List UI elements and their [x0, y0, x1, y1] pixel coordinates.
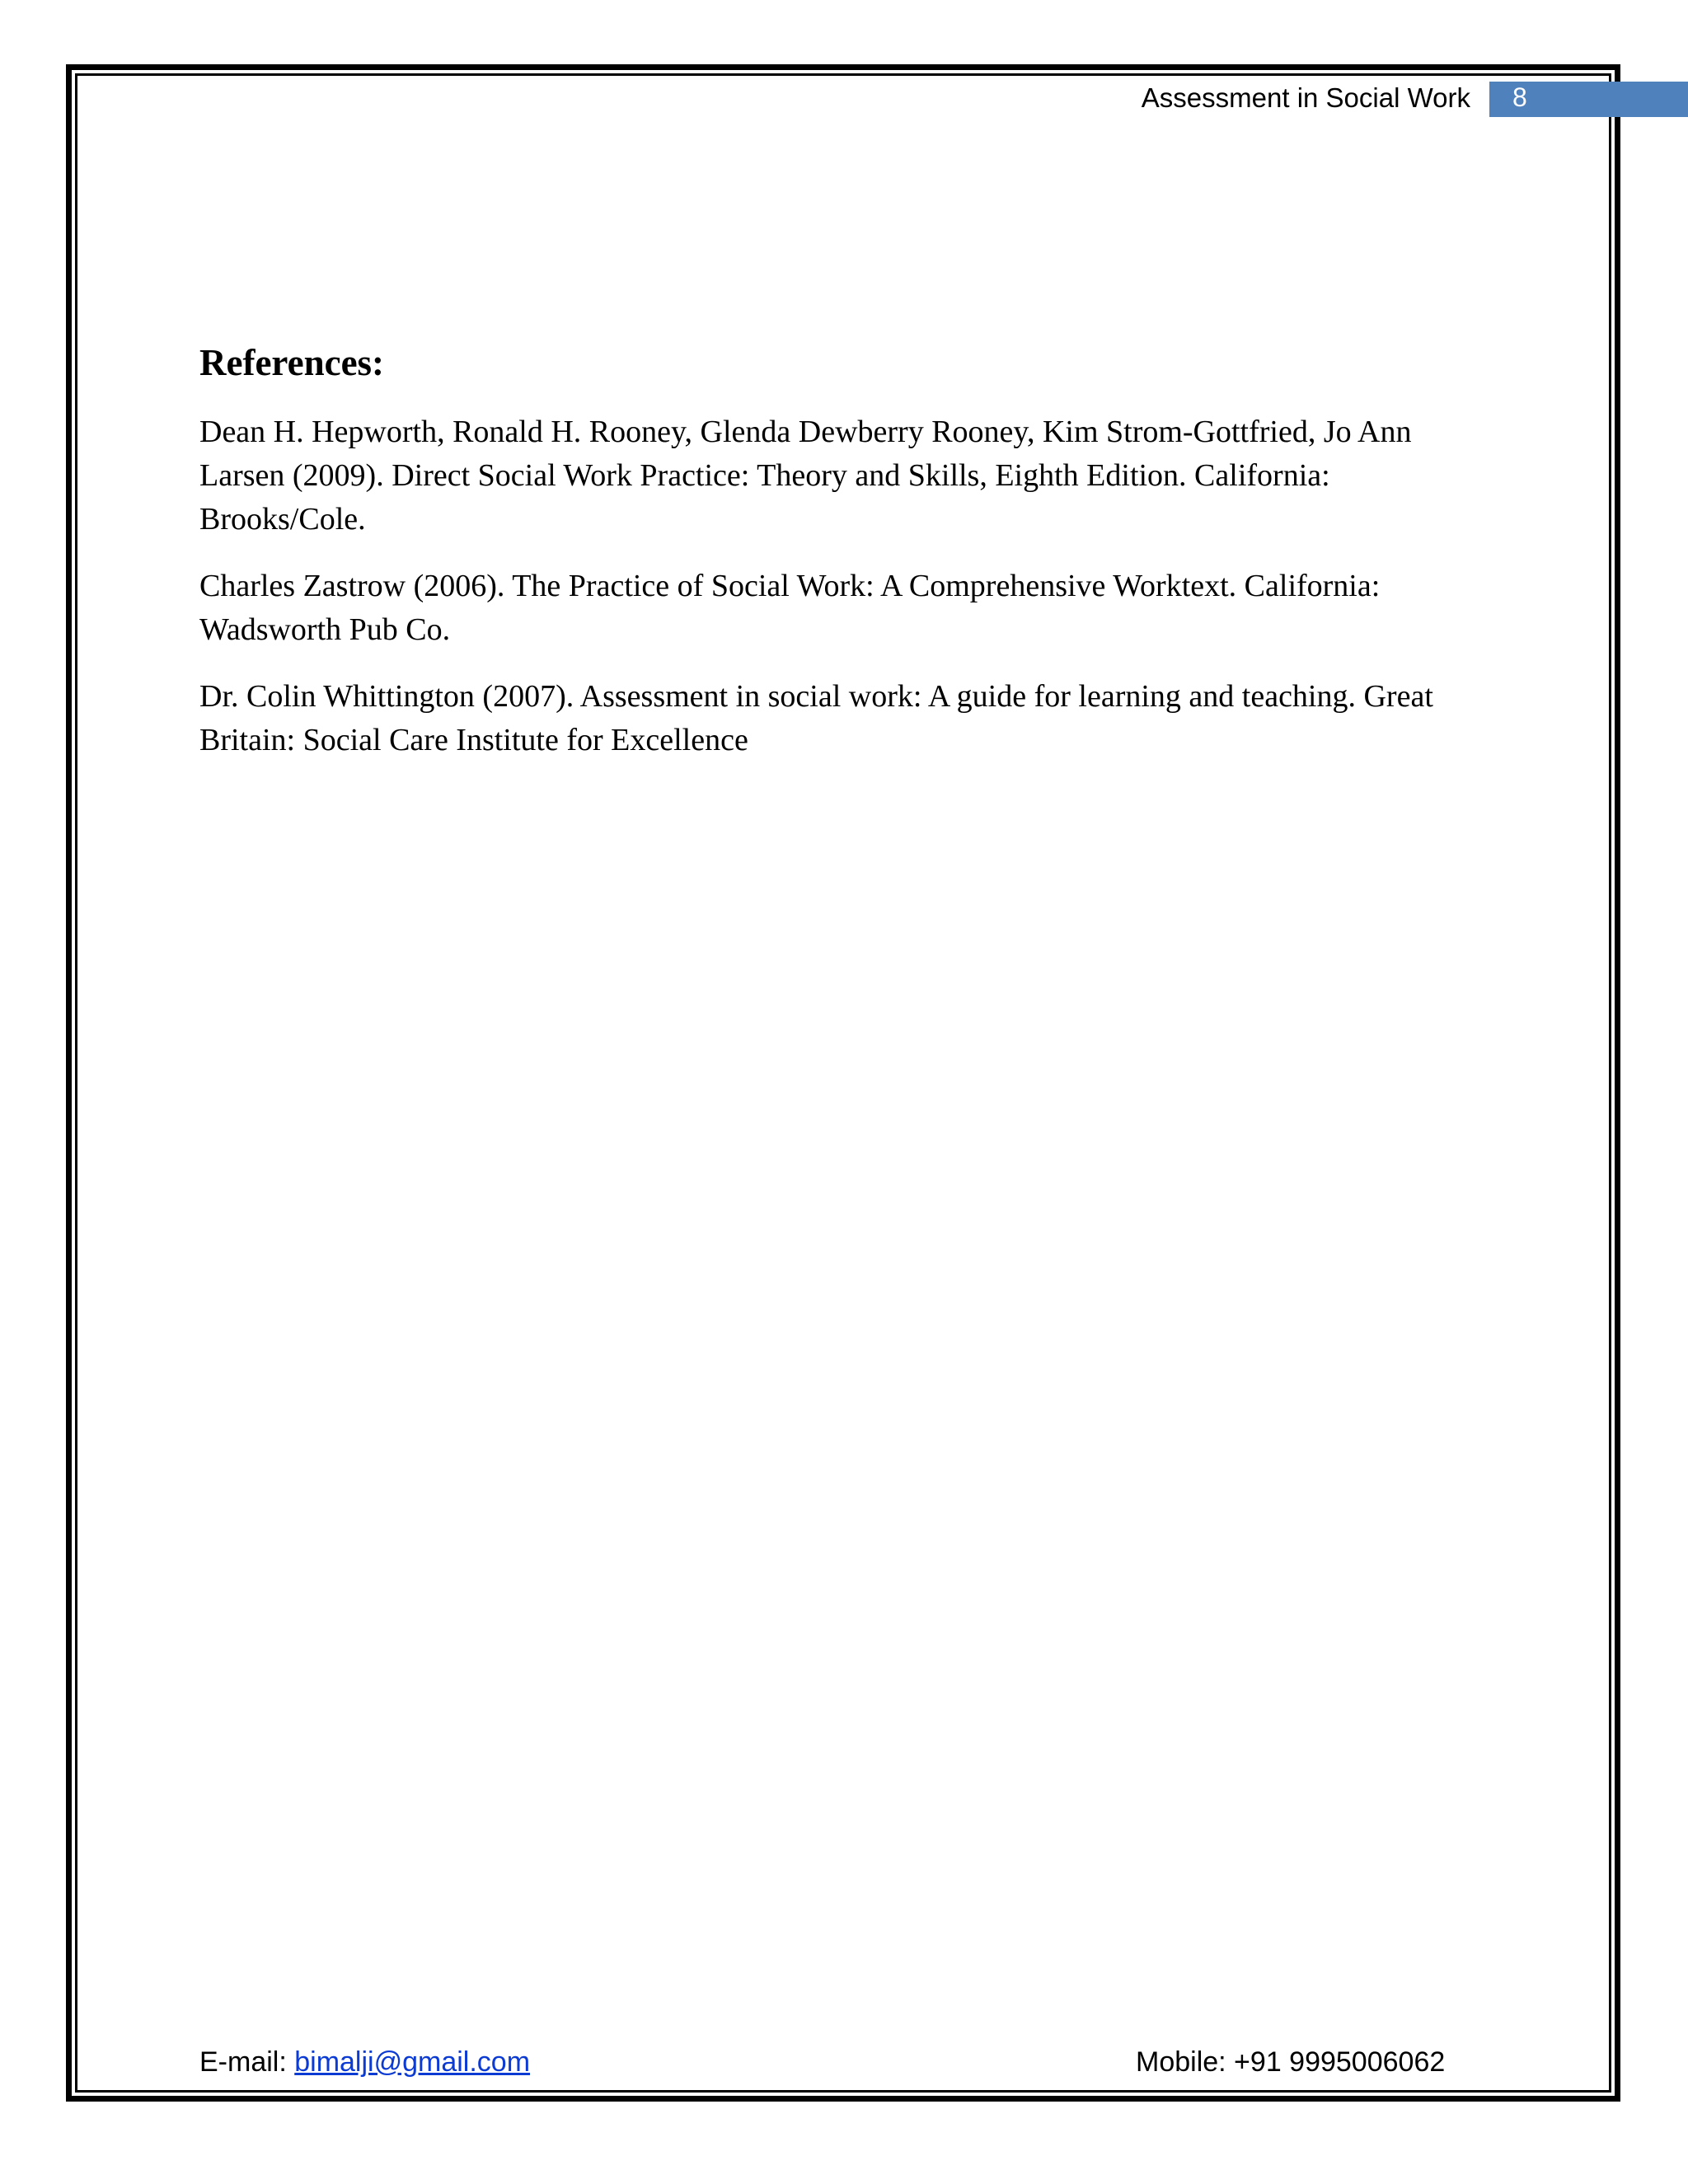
email-label: E-mail:	[199, 2046, 295, 2078]
page-number: 8	[1512, 82, 1527, 112]
page-number-badge	[1489, 82, 1688, 117]
document-body	[199, 338, 1502, 785]
footer-email	[199, 2046, 530, 2079]
reference-entry: Dr. Colin Whittington (2007). Assessment in social work: A guide for learning and teaching. Great Britain: Social Care Institute for Excellence	[199, 679, 1433, 757]
reference-entry: Dean H. Hepworth, Ronald H. Rooney, Glenda Dewberry Rooney, Kim Strom-Gottfried, Jo Ann Larsen (2009). Direct Social Work Practice: Theory and Skills, Eighth Edition. California: Brooks/Cole.	[199, 415, 1412, 537]
footer-mobile: Mobile: +91 9995006062	[1136, 2046, 1446, 2078]
header-title: Assessment in Social Work	[1141, 82, 1470, 113]
email-link[interactable]: bimalji@gmail.com	[294, 2046, 531, 2078]
references-heading: References:	[199, 342, 385, 383]
reference-entry: Charles Zastrow (2006). The Practice of Social Work: A Comprehensive Worktext. California: Wadsworth Pub Co.	[199, 569, 1381, 647]
